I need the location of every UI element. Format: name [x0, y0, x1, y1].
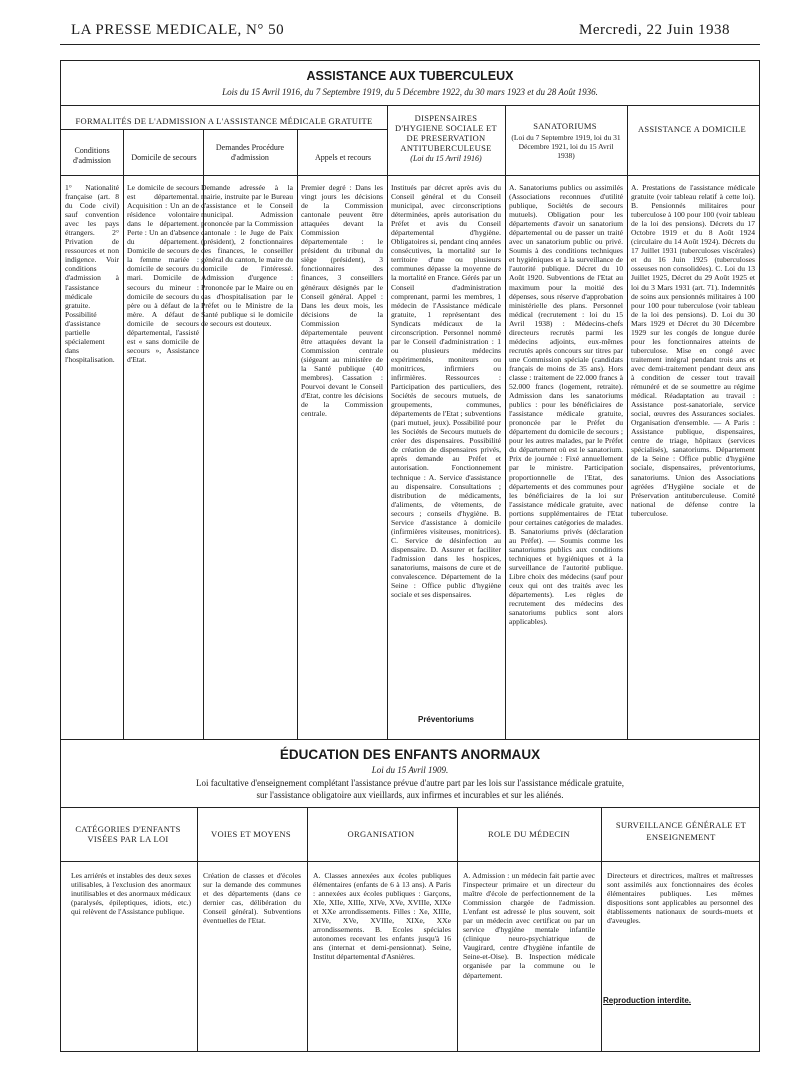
text-role: A. Admission : un médecin fait partie avec l'inspecteur primaire et un directeur du maître d'école de perfectionnement de la Commission chargée de l'admission. L'enfant est adressé le plus souvent, soit par un médecin avec certificat ou par un service d'hygiène mentale infantile (clinique neuro-psychiatrique de Vaugirard, centre d'hygiène infantile de Seine-et-Oise). B. Inspection médicale organisée par la commune ou le département.: [463, 871, 595, 980]
tables-frame: [60, 60, 760, 1052]
reproduction-notice: Reproduction interdite.: [603, 996, 691, 1005]
text-appels: Premier degré : Dans les vingt jours les décisions de la Commission cantonale peuvent être attaquées devant la Commission départementale : le président du tribunal du siège (président), 3 fonctionnaires des finances, 3 conseillers généraux désignés par le Conseil général. Appel : Dans les deux mois, les décisions de la Commission départementale peuvent être attaquées devant la Commission centrale (siégeant au ministère de la Santé publique (40 membres). Cassation : Pourvoi devant le Conseil d'Etat, contre les décisions de la Commission centrale.: [301, 183, 383, 419]
col-assistance-header: ASSISTANCE A DOMICILE: [637, 124, 747, 134]
journal-title: LA PRESSE MEDICALE, N° 50: [71, 22, 285, 38]
text-surveillance: Directeurs et directrices, maîtres et maîtresses sont assimilés aux fonctionnaires des écoles élémentaires publiques. Les mêmes dispositions sont applicables au personnel des établissements nationaux de sourds-muets et d'aveugles.: [607, 871, 753, 926]
text-organisation: A. Classes annexées aux écoles publiques élémentaires (enfants de 6 à 13 ans). A Paris : annexées aux écoles publiques : Garçons, XIe, XIIe, XIIIe, XIVe, XVe, XVIIIe, XIXe et XXe arrondissements. Filles : Xe, XIIIe, XIVe, XVe, XVIIIe, XIXe, XXe arrondissements. B. Ecoles spéciales autonomes recevant les enfants jusqu'à 16 ans (internat et demi-pensionnat). Seine, Institut départemental d'Asnières.: [313, 871, 451, 962]
text-demandes: Demande adressée à la mairie, instruite par le Bureau d'assistance et le Conseil municipal. Admission prononcée par la Commission cantonale : le Juge de Paix (président), 2 fonctionnaires des finances, le conseiller général du canton, le maire du domicile de l'intéressé. Admission d'urgence : Prononcée par le Maire ou en cas d'hospitalisation par le Préfet ou le Ministre de la Santé publique si le domicile de secours est douteux.: [201, 183, 293, 328]
text-voies: Création de classes et d'écoles sur la demande des communes et des départements (dans ce dernier cas, délibération du Conseil général). Subventions éventuelles de l'Etat.: [203, 871, 301, 926]
sub-demandes: Demandes Procédure d'admission: [215, 143, 285, 162]
label-preventoriums: Préventoriums: [417, 715, 475, 724]
sub-conditions: Conditions d'admission: [73, 146, 111, 165]
col-dispensaires-law: (Loi du 15 Avril 1916): [410, 154, 482, 163]
col-organisation-header: ORGANISATION: [347, 829, 415, 839]
issue-date: Mercredi, 22 Juin 1938: [579, 22, 730, 38]
col-voies-header: VOIES ET MOYENS: [211, 829, 291, 839]
section2-intro-1: Loi facultative d'enseignement complétant l'assistance prévue d'autre part par les lois sur l'assistance médicale gratuite,: [195, 778, 625, 788]
col-surveillance-header: SURVEILLANCE GÉNÉRALE ET ENSEIGNEMENT: [615, 820, 747, 842]
col-role-header: ROLE DU MÉDECIN: [488, 829, 570, 839]
col-dispensaires-header: DISPENSAIRES D'HYGIENE SOCIALE ET DE PRESERVATION ANTITUBERCULEUSE: [395, 113, 497, 153]
col-formalites-header: FORMALITÉS DE L'ADMISSION A L'ASSISTANCE MÉDICALE GRATUITE: [75, 116, 373, 126]
text-dispensaires: Institués par décret après avis du Conseil général et du Conseil municipal, avec circonscriptions déterminées, après autorisation du Préfet et avis du Conseil départemental d'hygiène. Obligatoires si, pendant cinq années consécutives, la mortalité sur le territoire d'une ou plusieurs communes dépasse la moyenne de la mortalité en France. Gérés par un Conseil d'administration comprenant, parmi les membres, 1 médecin de l'Assistance médicale gratuite, 1 représentant des Syndicats médicaux de la circonscription. Personnel nommé par le Conseil d'administration : 1 ou plusieurs médecins expérimentés, moniteurs ou monitrices, infirmiers ou infirmières. Ressources : Participation des particuliers, des Sociétés de secours mutuels, de groupements, communes, départements de l'Etat ; subventions (pari mutuel, jeux). Possibilité pour les Sociétés de Secours mutuels de créer des dispensaires. Possibilité de création de dispensaires privés, après demande au Préfet et autorisation. Fonctionnement technique : A. Service d'assistance au dispensaire. Consultations ; distribution de médicaments, d'aliments, de vêtements, de secours ; conseils d'hygiène. B. Service d'assistance à domicile (infirmières visiteuses, monitrices). C. Service de désinfection au dispensaire. D. Assurer et faciliter l'admission dans les hospices, sanatoriums, maisons de cure et de convalescence. Département de la Seine : Office public d'hygiène sociale et ses dispensaires.: [391, 183, 501, 600]
section1-title: ASSISTANCE AUX TUBERCULEUX: [306, 69, 514, 83]
text-categories: Les arriérés et instables des deux sexes utilisables, à l'exclusion des anormaux inutilisables et des anormaux médicaux (paralysés, épileptiques, idiots, etc.) qui relèvent de l'Assistance publique.: [71, 871, 191, 917]
text-conditions: 1° Nationalité française (art. 8 du Code civil) sauf convention avec les pays étrangers. 2° Privation de ressources et non indigence. Voir conditions d'admission à l'assistance médicale gratuite. Possibilité d'assistance partielle spécialement dans l'hospitalisation.: [65, 183, 119, 364]
header-rule: [60, 44, 760, 45]
col-sanatoriums-header: SANATORIUMS: [533, 121, 597, 131]
section2-intro-2: sur l'assistance obligatoire aux vieillards, aux infirmes et incurables et sur les aliénés.: [256, 790, 564, 800]
text-assistance: A. Prestations de l'assistance médicale gratuite (voir tableau relatif à cette loi). B. Pensionnés militaires pour tuberculose à 100 pour 100 (voir tableau de la loi des pensions). Décrets du 17 Octobre 1919 et du 8 Août 1924 (circulaire du 14 Août 1924). Décrets du 17 Juillet 1931 (tuberculoses viscérales) et du 16 Juin 1925 (tuberculoses osseuses non consolidées). C. Loi du 13 Juillet 1925, Décret du 29 Août 1925 et loi du 3 Mars 1931 (art. 71). Indemnités de soins aux pensionnés militaires à 100 pour 100 pour tuberculose (voir tableau de la loi des pensions). D. Loi du 30 Mars 1929 et Décret du 30 Décembre 1929 sur les congés de longue durée pour les fonctionnaires atteints de tuberculose. Mise en congé avec traitement intégral pendant trois ans et avec demi-traitement pendant deux ans à condition de cesser tout travail rémunéré et de se soumettre au régime médical. Réadaptation au travail : Assistance post-sanatoriale, service social, œuvres des Assurances sociales. Organisation d'ensemble. — A Paris : Assistance publique, dispensaires, centre de triage, hôpitaux (services spécialisés), sanatoriums. Département de la Seine : Office public d'hygiène sociale, dispensaires, préventoriums, sanatoriums. Union des Associations agréées d'Hygiène sociale et de Préservation antituberculeuse. Comité national de défense contre la tuberculose.: [631, 183, 755, 518]
text-sanatoriums: A. Sanatoriums publics ou assimilés (Associations reconnues d'utilité publique, Sociétés de secours mutuels). Obligation pour les départements d'avoir un sanatorium départemental ou de passer un traité avec un sanatorium public ou privé. Soumis à des conditions techniques et hygiéniques et à la surveillance de l'autorité publique. Décret du 10 Août 1920. Subventions de l'Etat au maximum pour la moitié des dépenses, sous réserve d'approbation ministérielle des plans. Personnel médical (recrutement : loi du 15 Avril 1938) : Médecins-chefs directeurs recrutés parmi les médecins adjoints, eux-mêmes recrutés après concours sur titres par une Commission spéciale (candidats français de moins de 35 ans). Hors classe : traitement de 22.000 francs à 52.000 francs (logement, retraite). Admission dans les sanatoriums publics : pour les bénéficiaires de l'assistance médicale gratuite, prononcée par le Préfet du département du domicile de secours ; pour les autres malades, par le Préfet du département où est le sanatorium. Prix de journée : Fixé annuellement par le ministre. Participation proportionnelle de l'Etat, des départements et des communes pour les bénéficiaires de la loi sur l'assistance médicale gratuite, avec portions supplémentaires de l'Etat pour certaines catégories de malades. B. Sanatoriums privés (déclaration au Préfet). — Soumis comme les sanatoriums publics aux conditions techniques et hygiéniques et à la surveillance de l'autorité publique. Libre choix des médecins (sauf pour ceux qui ont des traités avec les départements). Les règles de recrutement des médecins des sanatoriums publics sont alors applicables).: [509, 183, 623, 627]
section1-laws: Lois du 15 Avril 1916, du 7 Septembre 1919, du 5 Décembre 1922, du 30 mars 1923 et du 28 Août 1936.: [222, 87, 598, 97]
sub-domicile: Domicile de secours: [131, 153, 197, 162]
text-domicile: Le domicile de secours est départemental. Acquisition : Un an de résidence volontaire dans le département. Perte : Un an d'absence du département. Domicile de secours de la femme mariée : domicile de secours du mari. Domicile de secours du mineur : domicile de secours du père ou à défaut de la mère. A défaut de domicile de secours départemental, l'assisté est « sans domicile de secours », Assistance d'Etat.: [127, 183, 199, 364]
sub-appels: Appels et recours: [315, 153, 371, 162]
col-sanatoriums-law: (Loi du 7 Septembre 1919, loi du 31 Décembre 1921, loi du 15 Avril 1938): [511, 133, 621, 160]
section2-title: ÉDUCATION DES ENFANTS ANORMAUX: [279, 747, 541, 762]
col-categories-header: CATÉGORIES D'ENFANTS VISÉES PAR LA LOI: [75, 824, 181, 844]
section2-law: Loi du 15 Avril 1909.: [371, 765, 449, 775]
